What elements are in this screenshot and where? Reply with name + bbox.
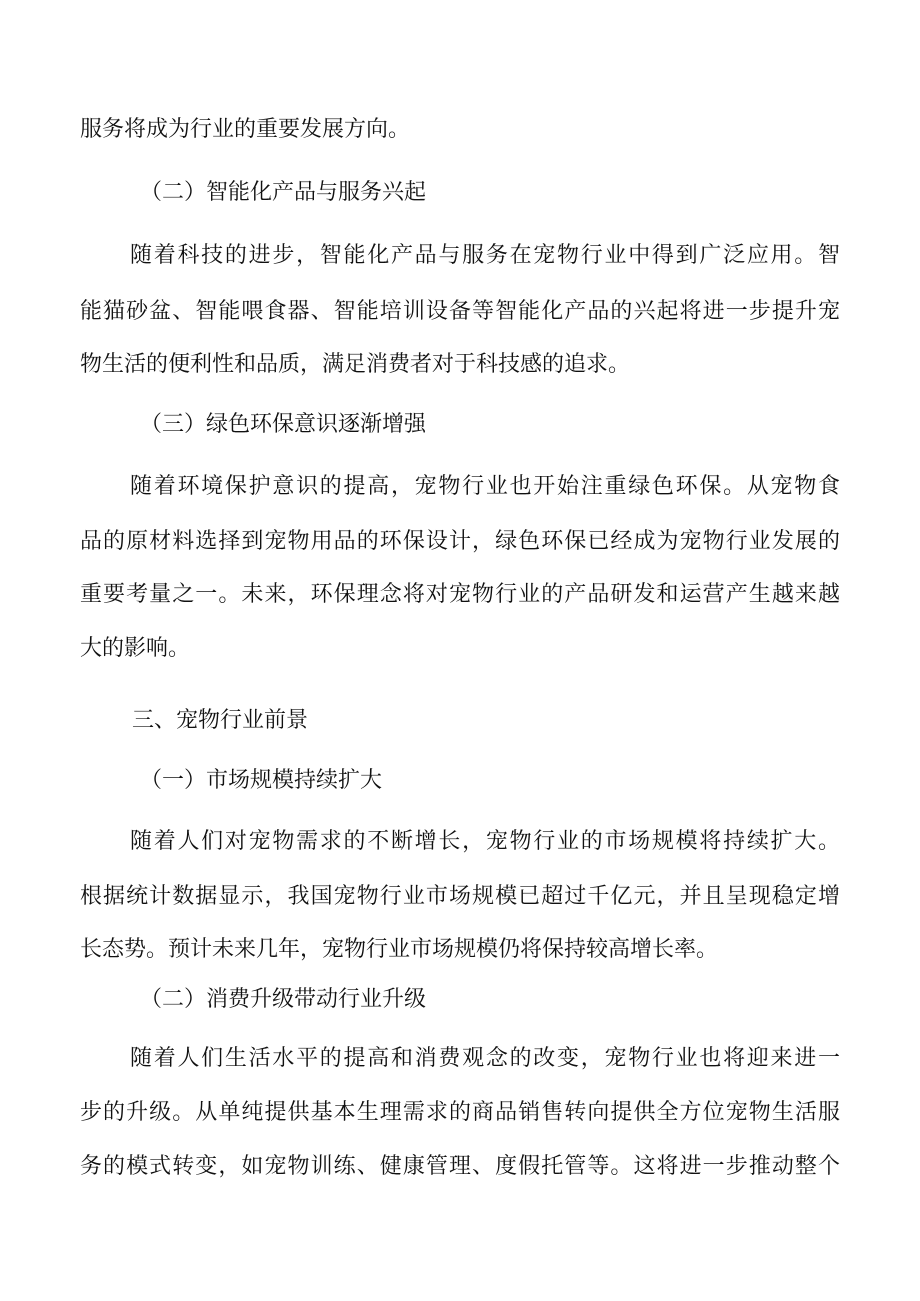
paragraph-line: 服务将成为行业的重要发展方向。 [80,117,411,142]
paragraph-line: 随着人们对宠物需求的不断增长，宠物行业的市场规模将持续扩大。 [130,829,840,854]
paragraph-line: 随着人们生活水平的提高和消费观念的改变，宠物行业也将迎来进一 [130,1046,840,1071]
paragraph-line: 品的原材料选择到宠物用品的环保设计，绿色环保已经成为宠物行业发展的 [80,529,840,554]
paragraph-line: 随着科技的进步，智能化产品与服务在宠物行业中得到广泛应用。智 [130,243,840,268]
section-heading: （三）绿色环保意识逐渐增强 [140,412,427,437]
section-heading: （二）消费升级带动行业升级 [140,987,427,1012]
section-heading: （一）市场规模持续扩大 [140,768,383,793]
paragraph-line: 重要考量之一。未来，环保理念将对宠物行业的产品研发和运营产生越来越 [80,582,840,607]
paragraph-line: 能猫砂盆、智能喂食器、智能培训设备等智能化产品的兴起将进一步提升宠 [80,299,840,324]
paragraph-line: 步的升级。从单纯提供基本生理需求的商品销售转向提供全方位宠物生活服 [80,1100,840,1125]
paragraph-line: 根据统计数据显示，我国宠物行业市场规模已超过千亿元，并且呈现稳定增 [80,884,840,909]
paragraph-line: 务的模式转变，如宠物训练、健康管理、度假托管等。这将进一步推动整个 [80,1154,840,1179]
section-heading: （二）智能化产品与服务兴起 [140,180,427,205]
paragraph-line: 大的影响。 [80,636,191,661]
paragraph-line: 随着环境保护意识的提高，宠物行业也开始注重绿色环保。从宠物食 [130,474,840,499]
chapter-heading: 三、宠物行业前景 [132,708,309,733]
paragraph-line: 物生活的便利性和品质，满足消费者对于科技感的追求。 [80,352,631,377]
paragraph-line: 长态势。预计未来几年，宠物行业市场规模仍将保持较高增长率。 [80,937,719,962]
